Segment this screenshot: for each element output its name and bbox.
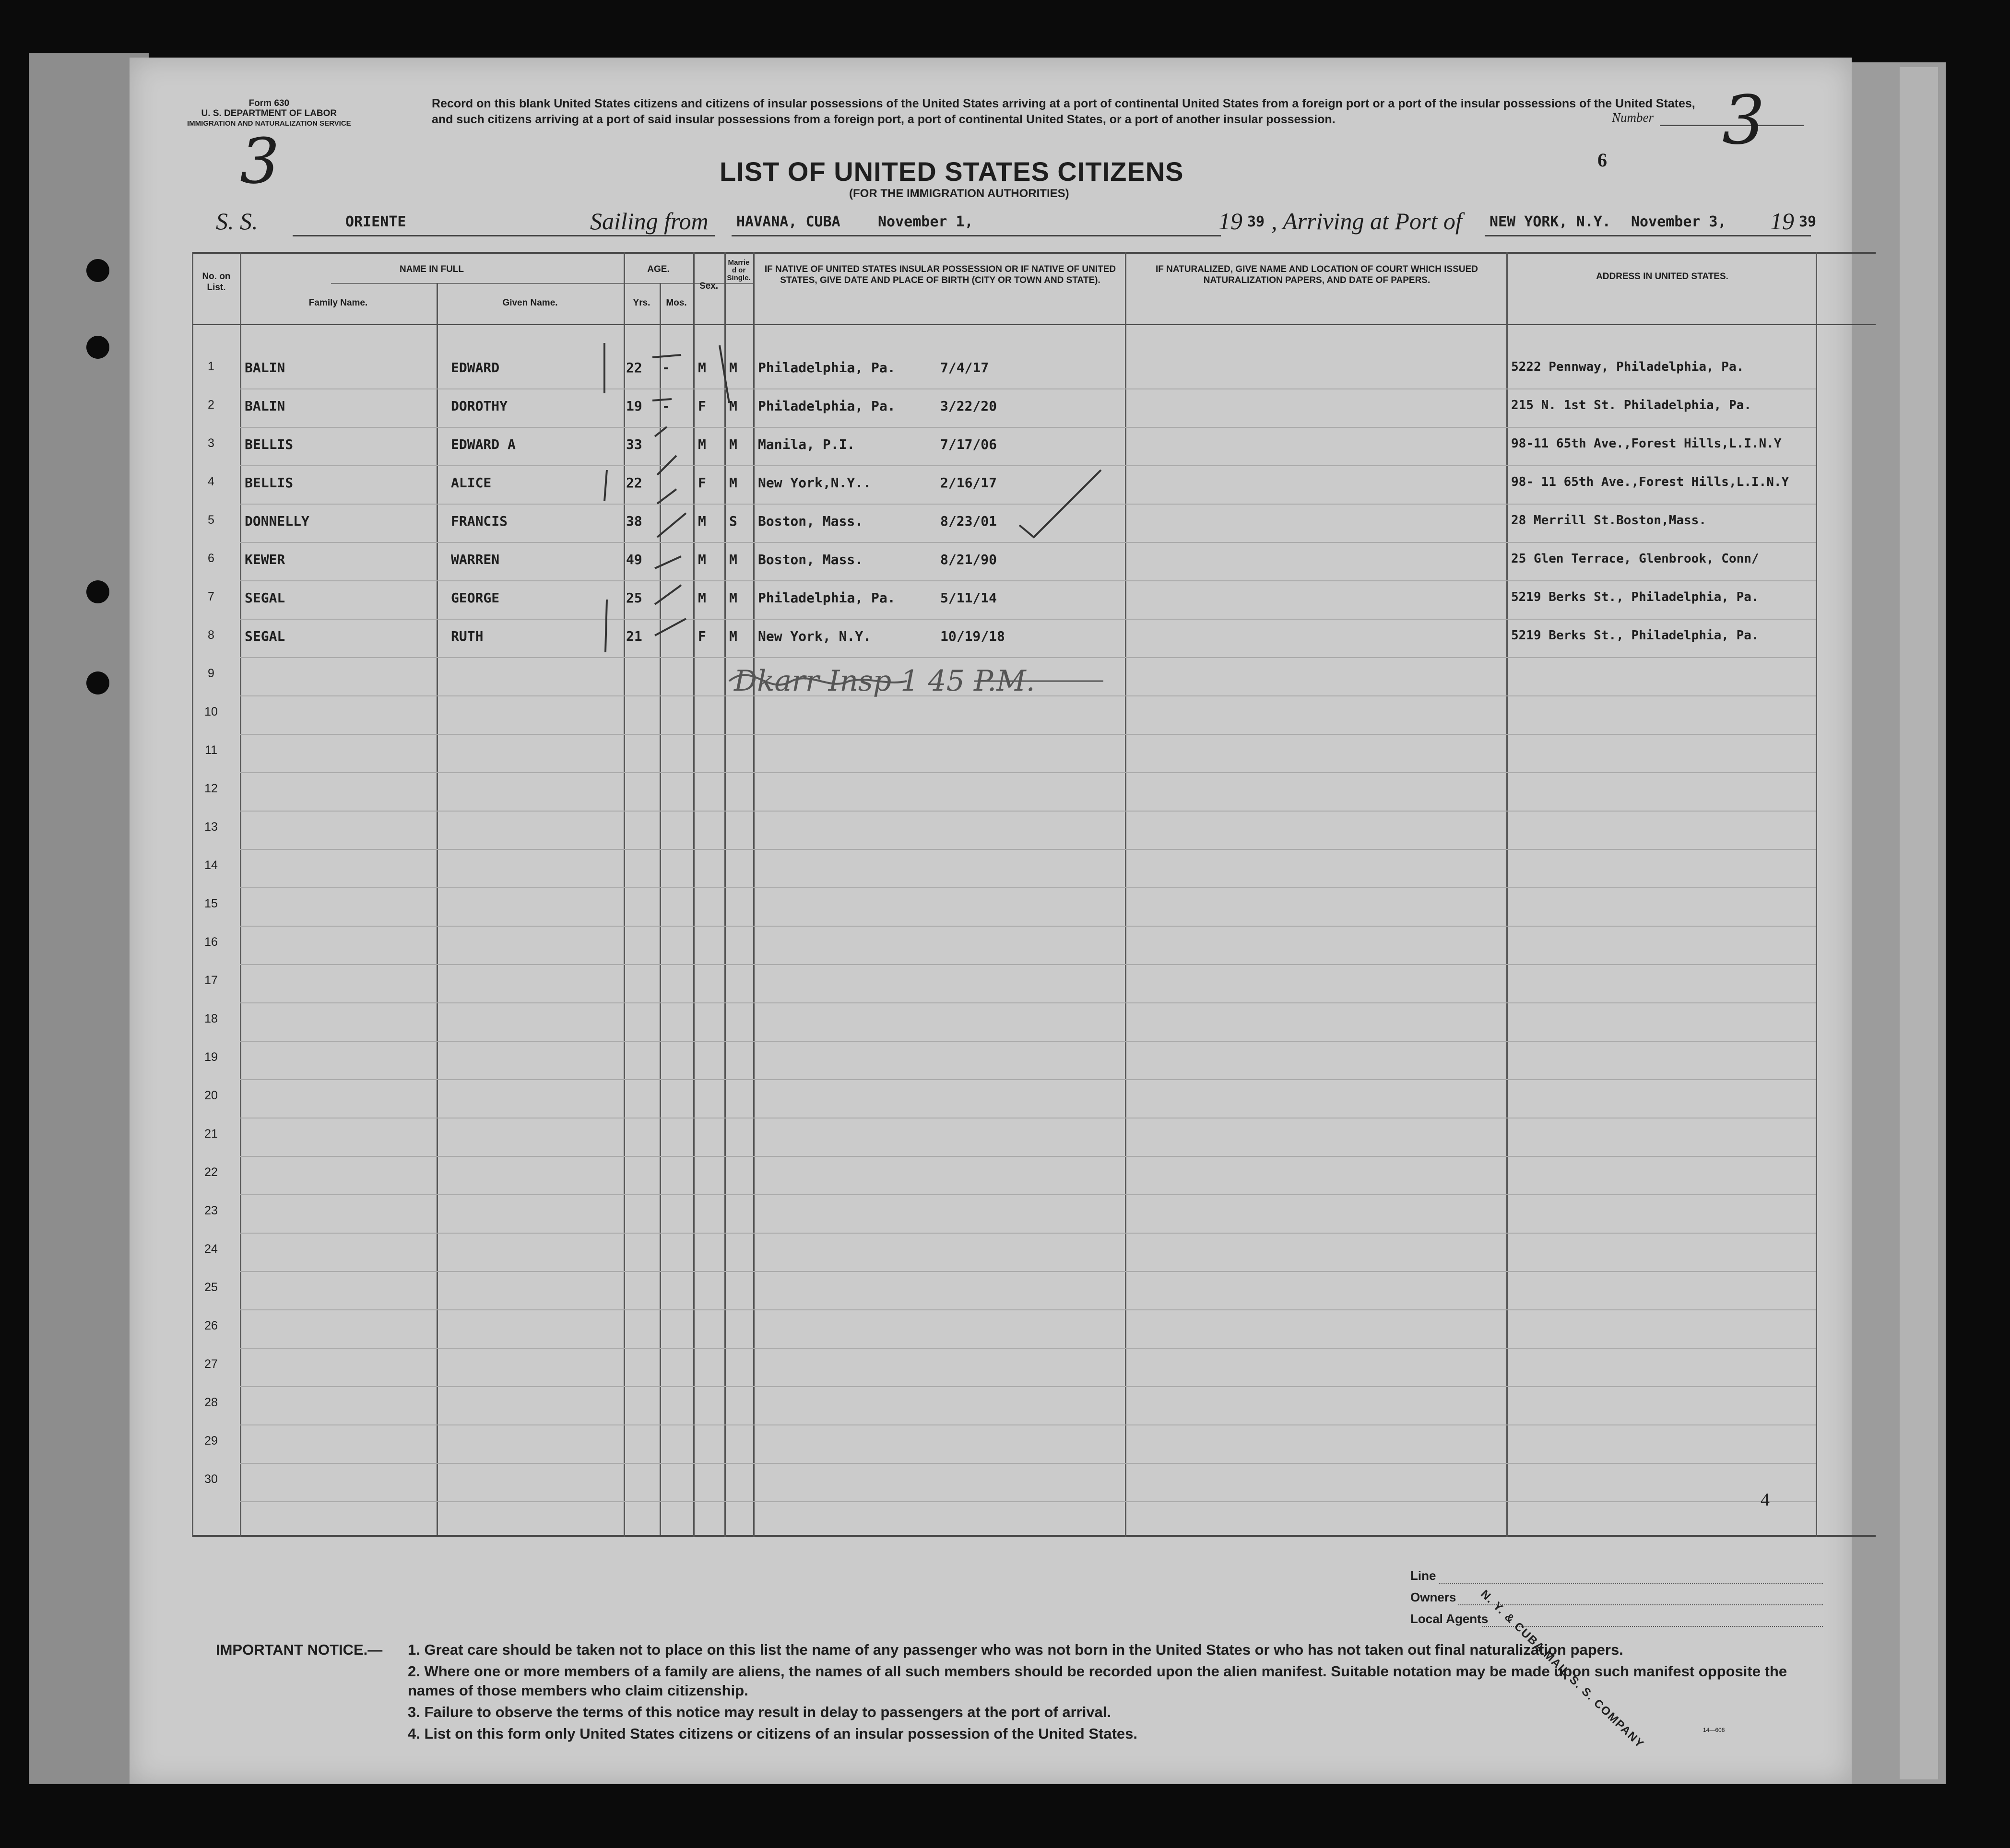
from-port: HAVANA, CUBA <box>736 213 840 230</box>
header-naturalized: IF NATURALIZED, GIVE NAME AND LOCATION OF COURT WHICH ISSUED NATURALIZATION PAPERS, AND DATE OF PAPERS. <box>1155 264 1478 285</box>
cell-address: 5219 Berks St., Philadelphia, Pa. <box>1511 628 1759 643</box>
cell-date: 7/17/06 <box>940 436 997 452</box>
cell-given: DOROTHY <box>451 398 508 414</box>
form-number: Form 630 <box>248 98 290 108</box>
department: U. S. DEPARTMENT OF LABOR <box>201 108 337 118</box>
arriving-label: , Arriving at Port of <box>1271 208 1462 235</box>
header-yrs: Yrs. <box>633 298 650 308</box>
departure-date: November 1, <box>878 213 973 230</box>
cell-date: 7/4/17 <box>940 360 989 376</box>
cell-no: 5 <box>208 513 214 527</box>
header-sex: Sex. <box>699 281 719 291</box>
cell-sex: F <box>698 475 706 491</box>
cell-yrs: 38 <box>626 513 642 529</box>
cell-family: BALIN <box>245 360 285 376</box>
cell-family: BELLIS <box>245 436 294 452</box>
cell-ms: M <box>729 628 737 644</box>
page-hand-number: 3 <box>240 125 280 198</box>
corner-number: 4 <box>1761 1490 1770 1510</box>
cell-address: 5222 Pennway, Philadelphia, Pa. <box>1511 360 1744 374</box>
cell-date: 5/11/14 <box>940 590 997 606</box>
cell-ms: S <box>729 513 737 529</box>
inspector-signature: Dkarr Insp 1 45 P.M. <box>734 664 1035 698</box>
cell-place: Philadelphia, Pa. <box>758 360 896 376</box>
cell-ms: M <box>729 436 737 452</box>
row-number: 23 <box>204 1204 218 1217</box>
cell-yrs: 19 <box>626 398 642 414</box>
handwritten-marks <box>130 58 1852 1544</box>
cell-yrs: 22 <box>626 360 642 376</box>
header-given-name: Given Name. <box>502 298 558 308</box>
header-married-single: Married or Single. <box>727 259 751 282</box>
cell-place: New York,N.Y.. <box>758 475 872 491</box>
cell-no: 8 <box>208 628 214 642</box>
header-age: AGE. <box>647 264 670 274</box>
punch-hole <box>86 580 109 603</box>
cell-place: Philadelphia, Pa. <box>758 590 896 606</box>
cell-address: 28 Merrill St.Boston,Mass. <box>1511 513 1706 528</box>
header-address: ADDRESS IN UNITED STATES. <box>1596 271 1728 282</box>
row-number: 15 <box>204 897 218 910</box>
cell-yrs: 21 <box>626 628 642 644</box>
arrival-date: November 3, <box>1631 213 1726 230</box>
notice-item-3: 3. Failure to observe the terms of this notice may result in delay to passengers at the port of arrival. <box>408 1704 1111 1720</box>
notice-heading: IMPORTANT NOTICE.— <box>216 1641 383 1658</box>
cell-yrs: 22 <box>626 475 642 491</box>
cell-ms: M <box>729 398 737 414</box>
header-birth: IF NATIVE OF UNITED STATES INSULAR POSSESSION OR IF NATIVE OF UNITED STATES, GIVE DATE AND PLACE OF BIRTH (CITY OR TOWN AND STATE). <box>764 264 1116 285</box>
row-number: 18 <box>204 1012 218 1025</box>
cell-address: 5219 Berks St., Philadelphia, Pa. <box>1511 590 1759 604</box>
cell-no: 6 <box>208 552 214 565</box>
row-number: 26 <box>204 1319 218 1332</box>
row-number: 28 <box>204 1396 218 1409</box>
cell-sex: M <box>698 590 706 606</box>
cell-place: Manila, P.I. <box>758 436 855 452</box>
record-instruction: Record on this blank United States citizens and citizens of insular possessions of the United States arriving at a port of continental United States from a foreign port or a port of the insular possessions of the United States, and such citizens arriving at a port of said insular possessions from a foreign port, a port of continental United States, or a port of another insular possession. <box>432 97 1695 126</box>
cell-address: 215 N. 1st St. Philadelphia, Pa. <box>1511 398 1751 412</box>
cell-date: 10/19/18 <box>940 628 1005 644</box>
row-number: 21 <box>204 1127 218 1141</box>
local-agents-label: Local Agents <box>1410 1612 1489 1626</box>
cell-given: ALICE <box>451 475 492 491</box>
number-label: Number <box>1612 110 1654 125</box>
cell-sex: M <box>698 360 706 376</box>
punch-hole <box>86 259 109 282</box>
notice-item-1: 1. Great care should be taken not to place on this list the name of any passenger who was not born in the United States or who has not taken out final naturalization papers. <box>408 1641 1623 1658</box>
row-number: 30 <box>204 1472 218 1486</box>
cell-family: BELLIS <box>245 475 294 491</box>
line-label: Line <box>1410 1568 1436 1583</box>
cell-ms: M <box>729 590 737 606</box>
owners-label: Owners <box>1410 1590 1456 1604</box>
cell-mos: - <box>662 398 670 414</box>
form-code: 14—608 <box>1703 1727 1725 1733</box>
row-number: 12 <box>204 782 218 795</box>
cell-place: New York, N.Y. <box>758 628 872 644</box>
cell-family: KEWER <box>245 552 285 567</box>
notice-item-2: 2. Where one or more members of a family are aliens, the names of all such members should be recorded upon the alien manifest. Suitable notation may be made upon such manifest opposite the names of those members who claim citizenship. <box>408 1663 1787 1699</box>
cell-family: SEGAL <box>245 628 285 644</box>
manifest-page <box>130 58 1852 1784</box>
service: IMMIGRATION AND NATURALIZATION SERVICE <box>187 119 351 128</box>
page-subtitle: (FOR THE IMMIGRATION AUTHORITIES) <box>849 187 1069 200</box>
cell-ms: M <box>729 360 737 376</box>
row-number: 24 <box>204 1242 218 1256</box>
row-number: 11 <box>205 743 217 757</box>
row-number: 10 <box>204 705 218 718</box>
cell-family: BALIN <box>245 398 285 414</box>
cell-given: EDWARD A <box>451 436 516 452</box>
page-title: LIST OF UNITED STATES CITIZENS <box>720 156 1184 187</box>
cell-date: 8/23/01 <box>940 513 997 529</box>
cell-date: 3/22/20 <box>940 398 997 414</box>
cell-given: FRANCIS <box>451 513 508 529</box>
cell-place: Boston, Mass. <box>758 552 863 567</box>
to-port: NEW YORK, N.Y. <box>1490 213 1611 230</box>
row-number: 16 <box>204 935 218 949</box>
company-stamp: N. Y. & CUBA MAIL S. S. COMPANY <box>1478 1588 1647 1751</box>
row-number: 19 <box>204 1050 218 1064</box>
cell-no: 4 <box>208 475 214 488</box>
cell-ms: M <box>729 475 737 491</box>
cell-family: SEGAL <box>245 590 285 606</box>
row-number: 27 <box>204 1357 218 1371</box>
cell-date: 8/21/90 <box>940 552 997 567</box>
cell-address: 98- 11 65th Ave.,Forest Hills,L.I.N.Y <box>1511 475 1789 489</box>
cell-given: GEORGE <box>451 590 500 606</box>
arrival-year: 39 <box>1799 213 1817 230</box>
cell-mos: - <box>662 360 670 376</box>
cell-no: 2 <box>208 398 214 412</box>
header-family-name: Family Name. <box>308 298 368 308</box>
row-number: 22 <box>204 1165 218 1179</box>
year-prefix-2: 19 <box>1770 208 1794 235</box>
row-number: 20 <box>204 1089 218 1102</box>
cell-ms: M <box>729 552 737 567</box>
cell-place: Philadelphia, Pa. <box>758 398 896 414</box>
cell-date: 2/16/17 <box>940 475 997 491</box>
cell-sex: F <box>698 628 706 644</box>
cell-no: 7 <box>208 590 214 603</box>
notice-item-4: 4. List on this form only United States citizens or citizens of an insular possession of the United States. <box>408 1725 1137 1742</box>
cell-yrs: 25 <box>626 590 642 606</box>
cell-sex: M <box>698 552 706 567</box>
cell-yrs: 49 <box>626 552 642 567</box>
cell-family: DONNELLY <box>245 513 309 529</box>
ss-label: S. S. <box>216 208 258 235</box>
cell-sex: F <box>698 398 706 414</box>
row-number: 17 <box>204 974 218 987</box>
cell-given: WARREN <box>451 552 500 567</box>
cell-given: RUTH <box>451 628 484 644</box>
cell-place: Boston, Mass. <box>758 513 863 529</box>
row-number: 29 <box>204 1434 218 1448</box>
departure-year: 39 <box>1247 213 1265 230</box>
year-prefix-1: 19 <box>1218 208 1242 235</box>
punch-hole <box>86 336 109 359</box>
header-no-on-list: No. on List. <box>202 271 231 293</box>
cell-no: 1 <box>208 360 214 373</box>
cell-given: EDWARD <box>451 360 500 376</box>
cell-no: 3 <box>208 436 214 450</box>
cell-sex: M <box>698 436 706 452</box>
sailing-label: Sailing from <box>590 208 709 235</box>
small-number: 6 <box>1597 149 1607 171</box>
row-number: 13 <box>204 820 218 834</box>
number-value: 3 <box>1722 82 1765 160</box>
punch-hole <box>86 671 109 694</box>
row-number: 25 <box>204 1281 218 1294</box>
ship-name: ORIENTE <box>345 213 406 230</box>
row-number: 9 <box>208 667 214 680</box>
cell-yrs: 33 <box>626 436 642 452</box>
cell-address: 25 Glen Terrace, Glenbrook, Conn/ <box>1511 552 1759 566</box>
cell-sex: M <box>698 513 706 529</box>
back-sheet-edge <box>1900 67 1938 1779</box>
header-name-in-full: NAME IN FULL <box>399 264 464 274</box>
header-mos: Mos. <box>666 298 687 308</box>
row-number: 14 <box>204 859 218 872</box>
cell-address: 98-11 65th Ave.,Forest Hills,L.I.N.Y <box>1511 436 1782 451</box>
